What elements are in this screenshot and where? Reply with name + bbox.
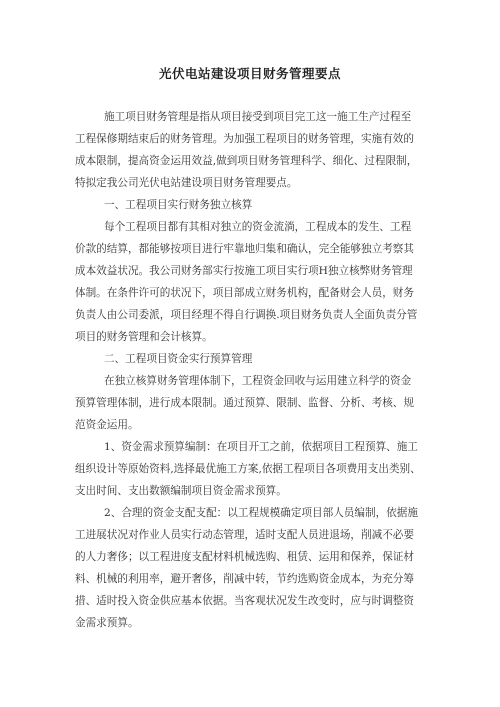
- paragraph-line: 1、资金需求预算编制：在项目开工之前，依据项目工程预算、施工: [104, 441, 418, 453]
- paragraph-line: 价款的结算，都能够按项目进行牢靠地归集和确认，完全能够独立考察其: [75, 243, 414, 255]
- paragraph-line: 的人力奢侈；以工程进度支配材料机械选购、租赁、运用和保养，保证材: [75, 551, 414, 563]
- paragraph-line: 项目的财务管理和会计核算。: [75, 331, 213, 343]
- paragraph-line: 施工项目财务管理是指从项目接受到项目完工这一施工生产过程至: [104, 111, 412, 123]
- page-title: 光伏电站建设项目财务管理要点: [158, 66, 341, 81]
- paragraph-line: 料、机械的利用率，避开奢侈，削减中转，节约选购资金成本，为充分筹: [75, 573, 414, 585]
- paragraph-line: 措、适时投入资金供应基本依据。当客观状况发生改变时，应与时调整资: [75, 595, 414, 607]
- paragraph-line: 体制。在条件许可的状况下，项目部成立财务机构，配备财会人员，财务: [75, 287, 414, 299]
- paragraph-line: 预算管理体制，进行成本限制。通过预算、限制、监督、分析、考核、规: [75, 397, 414, 409]
- section-heading: 一、工程项目实行财务独立核算: [104, 199, 253, 211]
- paragraph-line: 范资金运用。: [75, 419, 139, 431]
- paragraph-line: 负责人由公司委派，项目经理不得自行调换.项目财务负责人全面负责分管: [75, 309, 418, 321]
- paragraph-line: 成本效益状况。我公司财务部实行按施工项目实行项H独立核弊财务管理: [75, 265, 413, 277]
- paragraph-line: 2、合理的资金支配支配：以工程规模确定项目部人员编制，依据施: [104, 507, 418, 519]
- paragraph-line: 工进展状况对作业人员实行动态管理，适时支配人员进退场，削减不必要: [75, 529, 414, 541]
- paragraph-line: 特拟定我公司光伏电站建设项目财务管理要点。: [75, 177, 298, 189]
- paragraph-line: 每个工程项目都有其相对独立的资金流淌，工程成本的发生、工程: [104, 221, 412, 233]
- paragraph-line: 支出时间、支出数额编制项目资金需求预算。: [75, 485, 287, 497]
- paragraph-line: 成本限制，提高资金运用效益,做到项目财务管理科学、细化、过程限制，: [75, 155, 418, 167]
- paragraph-line: 金需求预算。: [75, 617, 139, 629]
- paragraph-line: 工程保修期结束后的财务管理。为加强工程项目的财务管理，实施有效的: [75, 133, 414, 145]
- paragraph-line: 在独立核算财务管理体制下，工程资金回收与运用建立科学的资金: [104, 375, 412, 387]
- paragraph-line: 组织设计等原始资料,选择最优施工方案,依据工程项目各项费用支出类别、: [75, 463, 421, 475]
- section-heading: 二、工程项目资金实行预算管理: [104, 353, 253, 365]
